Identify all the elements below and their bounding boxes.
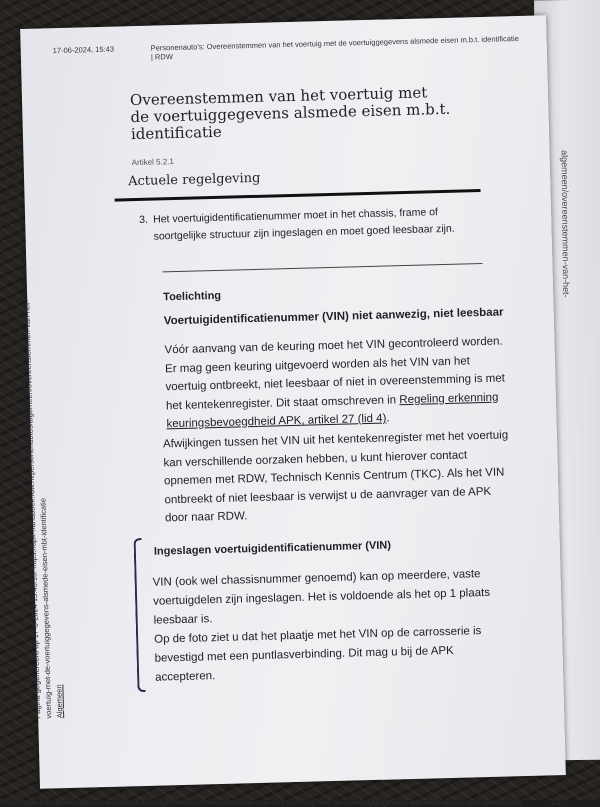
footer-url-text: https://apk-handboek.rdw.nl/personenautos/algemeen/overeenstemmen-van-het-voertuig-met-de-voertuiggegevens-alsmede-eisen-mbt-identificatie [0, 798, 522, 807]
callout-body [152, 565, 505, 688]
divider-line [163, 263, 483, 272]
regulation-item [139, 203, 494, 246]
side-footer-link[interactable]: Algemeen [54, 684, 65, 719]
page-number: 1/2 [550, 798, 562, 807]
paragraph-deviations: Afwijkingen tussen het VIN uit het kentekenregister met het voertuig kan verschillende oorzaken hebben, u kunt hierover contact opnemen met RDW, Technisch Kennis Centrum (TKC). Als het VIN ontbreekt of niet leesbaar is verwijst u de aanvrager van de APK door naar RDW. [162, 429, 509, 525]
item-text: Het voertuigidentificatienummer moet in het chassis, frame of soortgelijke structuur zijn ingeslagen en moet goed leesbaar zijn. [153, 206, 455, 243]
paragraph-end: . [386, 412, 390, 425]
item-number: 3. [139, 213, 149, 226]
section-heading: Actuele regelgeving [127, 170, 261, 190]
paragraph-vin-check [164, 332, 506, 433]
printed-page [20, 15, 566, 789]
article-number: Artikel 5.2.1 [131, 157, 175, 168]
callout-paragraph-2: Op de foto ziet u dat het plaatje met het VIN op de carrosserie is bevestigd met een puntlasverbinding. Dit mag u bij de APK accepteren. [154, 625, 482, 684]
vin-heading: Voertuigidentificatienummer (VIN) niet aanwezig, niet leesbaar [163, 306, 504, 328]
callout-heading: Ingeslagen voertuigidentificatienummer (VIN) [153, 539, 392, 558]
print-header-title: Personenauto's: Overeenstemmen van het voertuig met de voertuiggegevens alsmede eisen m.b.t. identificatie | RDW [150, 33, 519, 62]
paragraph-text: Vóór aanvang van de keuring moet het VIN gecontroleerd worden. Er mag geen keuring uitgevoerd worden als het VIN van het voertuig ontbreekt, niet leesbaar of niet in overeenstemming is met het kentekenregister. Dit staat omschreven in [164, 335, 506, 412]
page-title: Overeenstemmen van het voertuig met de voertuiggegevens alsmede eisen m.b.t. identificatie [129, 83, 451, 144]
second-sheet-url-text: algemeen/overeenstemmen-van-het- [559, 150, 572, 298]
callout-paragraph-1: VIN (ook wel chassisnummer genoemd) kan op meerdere, vaste voertuigdelen zijn ingeslagen. Het is voldoende als het op 1 plaats leesbaar is. [152, 568, 491, 627]
side-footer-line-2: voertuig-met-de-voertuiggegevens-alsmede-eisen-mbt-identificatie [38, 497, 54, 719]
side-footer-line-1: Pagina gegenereerd op 17-6-2024 15:43:13. https://apk-handboek.rdw.nl/personenautos/algemeen/overeenstemmen-van-het- [22, 300, 43, 719]
toelichting-heading: Toelichting [163, 289, 222, 304]
print-date: 17-06-2024, 15:43 [52, 44, 115, 56]
regulation-link[interactable]: Regeling erkenning keuringsbevoegdheid APK, artikel 27 (lid 4) [166, 391, 499, 431]
callout-bracket [134, 538, 146, 692]
footer-url [0, 798, 570, 807]
section-divider [115, 189, 481, 202]
